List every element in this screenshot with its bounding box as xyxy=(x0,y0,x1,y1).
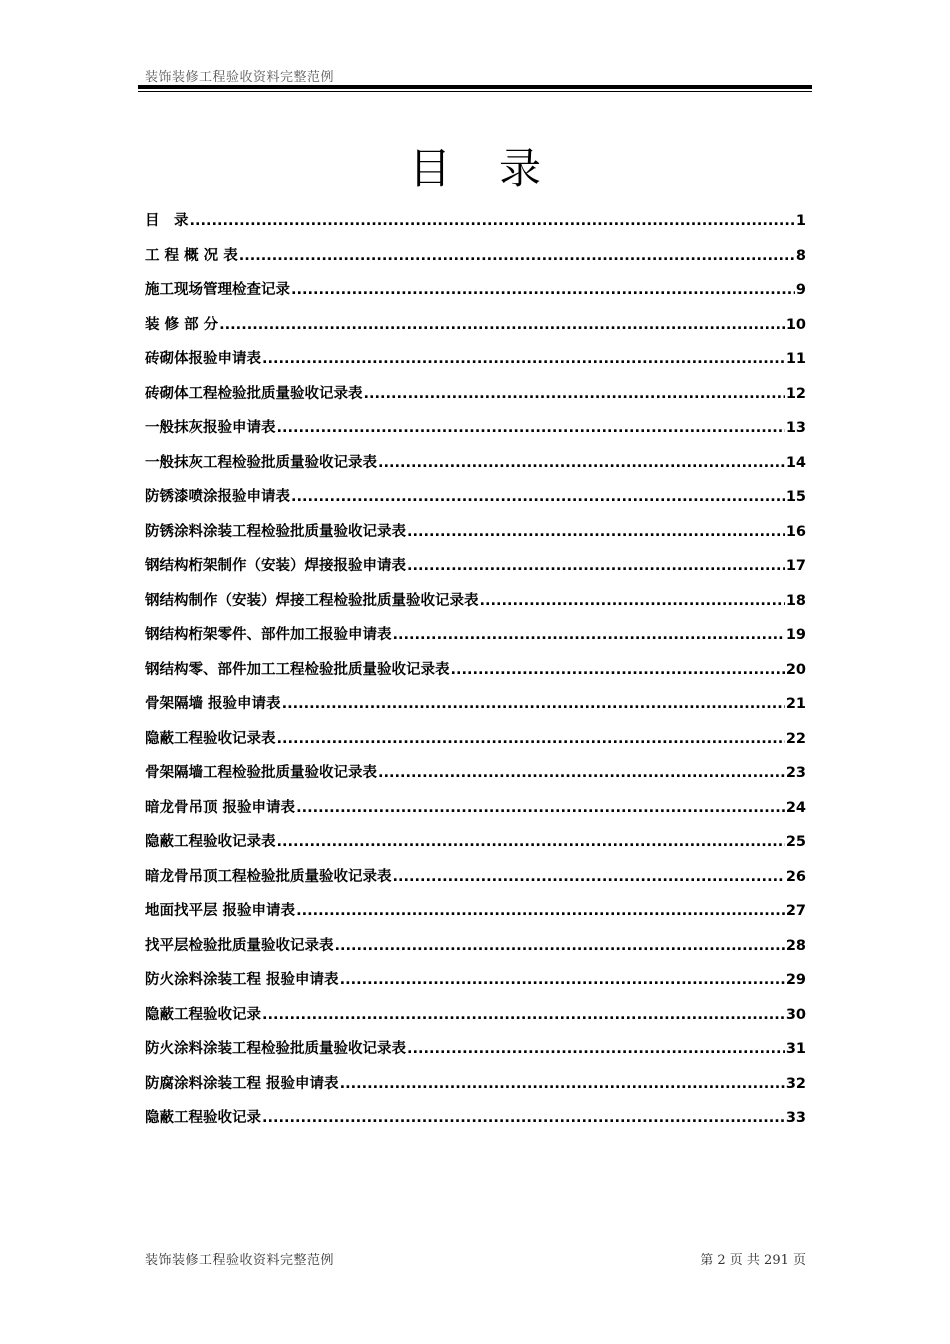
toc-entry-page: 16 xyxy=(785,523,806,540)
toc-entry-label: 目 录 xyxy=(145,213,189,229)
toc-dot-leader xyxy=(262,1104,785,1132)
toc-entry[interactable] xyxy=(145,207,806,242)
toc-dot-leader xyxy=(393,863,785,891)
toc-entry[interactable] xyxy=(145,345,806,380)
toc-dot-leader xyxy=(480,587,785,615)
page-title: 目录 xyxy=(408,144,589,193)
toc-entry-label: 隐蔽工程验收记录表 xyxy=(145,730,276,747)
toc-entry-label: 砖砌体工程检验批质量验收记录表 xyxy=(145,385,363,402)
toc-entry[interactable] xyxy=(145,1035,806,1070)
toc-entry[interactable] xyxy=(145,518,806,553)
running-footer: 装饰装修工程验收资料完整范例 xyxy=(145,1253,335,1268)
toc-dot-leader xyxy=(262,345,785,373)
toc-dot-leader xyxy=(296,897,785,925)
toc-entry-label: 地面找平层 报验申请表 xyxy=(145,903,296,919)
toc-entry[interactable] xyxy=(145,483,806,518)
toc-entry-label: 一般抹灰工程检验批质量验收记录表 xyxy=(145,454,377,471)
toc-dot-leader xyxy=(239,242,795,270)
toc-dot-leader xyxy=(335,932,785,960)
toc-entry-page: 27 xyxy=(785,903,806,919)
toc-entry-page: 23 xyxy=(785,765,806,781)
toc-entry[interactable] xyxy=(145,725,806,760)
toc-entry-label: 钢结构桁架零件、部件加工报验申请表 xyxy=(145,627,392,643)
toc-entry-label: 钢结构桁架制作（安装）焊接报验申请表 xyxy=(145,558,406,574)
toc-entry-label: 钢结构零、部件加工工程检验批质量验收记录表 xyxy=(145,661,450,678)
toc-entry-page: 21 xyxy=(785,696,806,712)
toc-entry-page: 20 xyxy=(785,661,806,678)
toc-dot-leader xyxy=(277,828,785,856)
toc-entry[interactable] xyxy=(145,828,806,863)
toc-entry[interactable] xyxy=(145,621,806,656)
toc-dot-leader xyxy=(190,207,795,235)
toc-entry[interactable] xyxy=(145,863,806,898)
toc-dot-leader xyxy=(407,518,785,546)
toc-entry-label: 防火涂料涂装工程检验批质量验收记录表 xyxy=(145,1041,406,1057)
toc-dot-leader xyxy=(277,414,785,442)
toc-entry[interactable] xyxy=(145,380,806,415)
toc-dot-leader xyxy=(291,276,795,304)
toc-entry[interactable] xyxy=(145,1070,806,1105)
toc-entry-page: 1 xyxy=(795,213,806,229)
toc-entry-label: 砖砌体报验申请表 xyxy=(145,351,261,367)
toc-entry-page: 26 xyxy=(785,868,806,885)
toc-entry[interactable] xyxy=(145,242,806,277)
toc-entry-page: 30 xyxy=(785,1006,806,1023)
toc-entry-page: 32 xyxy=(785,1075,806,1092)
toc-dot-leader xyxy=(282,690,785,718)
toc-entry-label: 钢结构制作（安装）焊接工程检验批质量验收记录表 xyxy=(145,592,479,609)
toc-entry-page: 9 xyxy=(795,282,806,298)
toc-entry[interactable] xyxy=(145,587,806,622)
toc-entry[interactable] xyxy=(145,656,806,691)
toc-entry-label: 隐蔽工程验收记录 xyxy=(145,1006,261,1023)
toc-entry-page: 11 xyxy=(785,351,806,367)
toc-entry-page: 31 xyxy=(785,1041,806,1057)
toc-entry-page: 13 xyxy=(785,420,806,436)
toc-entry-page: 8 xyxy=(795,247,806,264)
toc-entry-label: 暗龙骨吊顶工程检验批质量验收记录表 xyxy=(145,868,392,885)
toc-entry[interactable] xyxy=(145,897,806,932)
toc-entry[interactable] xyxy=(145,276,806,311)
toc-entry-label: 暗龙骨吊顶 报验申请表 xyxy=(145,799,296,816)
toc-entry-page: 24 xyxy=(785,799,806,816)
toc-entry-label: 一般抹灰报验申请表 xyxy=(145,420,276,436)
toc-entry-page: 22 xyxy=(785,730,806,747)
toc-entry-page: 14 xyxy=(785,454,806,471)
toc-entry[interactable] xyxy=(145,552,806,587)
header-rule-thick xyxy=(138,85,812,89)
toc-dot-leader xyxy=(364,380,785,408)
toc-entry[interactable] xyxy=(145,690,806,725)
toc-entry-page: 17 xyxy=(785,558,806,574)
toc-entry-label: 防锈漆喷涂报验申请表 xyxy=(145,489,290,505)
toc-entry[interactable] xyxy=(145,414,806,449)
toc-entry-page: 15 xyxy=(785,489,806,505)
toc-entry[interactable] xyxy=(145,1001,806,1036)
toc-entry-label: 骨架隔墙工程检验批质量验收记录表 xyxy=(145,765,377,781)
toc-entry[interactable] xyxy=(145,932,806,967)
toc-entry-label: 骨架隔墙 报验申请表 xyxy=(145,696,281,712)
toc-entry-page: 33 xyxy=(785,1110,806,1126)
toc-entry-page: 28 xyxy=(785,937,806,954)
toc-dot-leader xyxy=(378,449,785,477)
toc-entry-page: 29 xyxy=(785,972,806,988)
toc-entry-page: 12 xyxy=(785,385,806,402)
toc-entry-page: 19 xyxy=(785,627,806,643)
toc-entry-page: 10 xyxy=(785,316,806,333)
page-number: 第 2 页 共 291 页 xyxy=(700,1253,806,1268)
header-rule-thin xyxy=(138,91,812,92)
toc-entry-label: 找平层检验批质量验收记录表 xyxy=(145,937,334,954)
toc-dot-leader xyxy=(296,794,785,822)
toc-dot-leader xyxy=(340,1070,785,1098)
toc-dot-leader xyxy=(291,483,785,511)
toc-dot-leader xyxy=(277,725,785,753)
toc-entry-label: 施工现场管理检查记录 xyxy=(145,282,290,298)
toc-entry-label: 工 程 概 况 表 xyxy=(145,247,238,264)
table-of-contents xyxy=(145,207,806,1139)
toc-entry-label: 装 修 部 分 xyxy=(145,316,219,333)
running-header: 装饰装修工程验收资料完整范例 xyxy=(145,70,335,85)
toc-entry[interactable] xyxy=(145,311,806,346)
toc-entry-label: 防腐涂料涂装工程 报验申请表 xyxy=(145,1075,339,1092)
toc-dot-leader xyxy=(219,311,785,339)
toc-entry[interactable] xyxy=(145,966,806,1001)
toc-entry-label: 防火涂料涂装工程 报验申请表 xyxy=(145,972,339,988)
toc-dot-leader xyxy=(451,656,785,684)
toc-dot-leader xyxy=(407,552,785,580)
toc-dot-leader xyxy=(407,1035,785,1063)
toc-entry-label: 防锈涂料涂装工程检验批质量验收记录表 xyxy=(145,523,406,540)
toc-entry[interactable] xyxy=(145,449,806,484)
toc-entry-page: 25 xyxy=(785,834,806,850)
toc-entry-page: 18 xyxy=(785,592,806,609)
toc-dot-leader xyxy=(340,966,785,994)
toc-entry[interactable] xyxy=(145,759,806,794)
toc-entry-label: 隐蔽工程验收记录 xyxy=(145,1110,261,1126)
toc-entry-label: 隐蔽工程验收记录表 xyxy=(145,834,276,850)
toc-dot-leader xyxy=(262,1001,785,1029)
toc-dot-leader xyxy=(393,621,785,649)
toc-dot-leader xyxy=(378,759,785,787)
toc-entry[interactable] xyxy=(145,1104,806,1139)
toc-entry[interactable] xyxy=(145,794,806,829)
